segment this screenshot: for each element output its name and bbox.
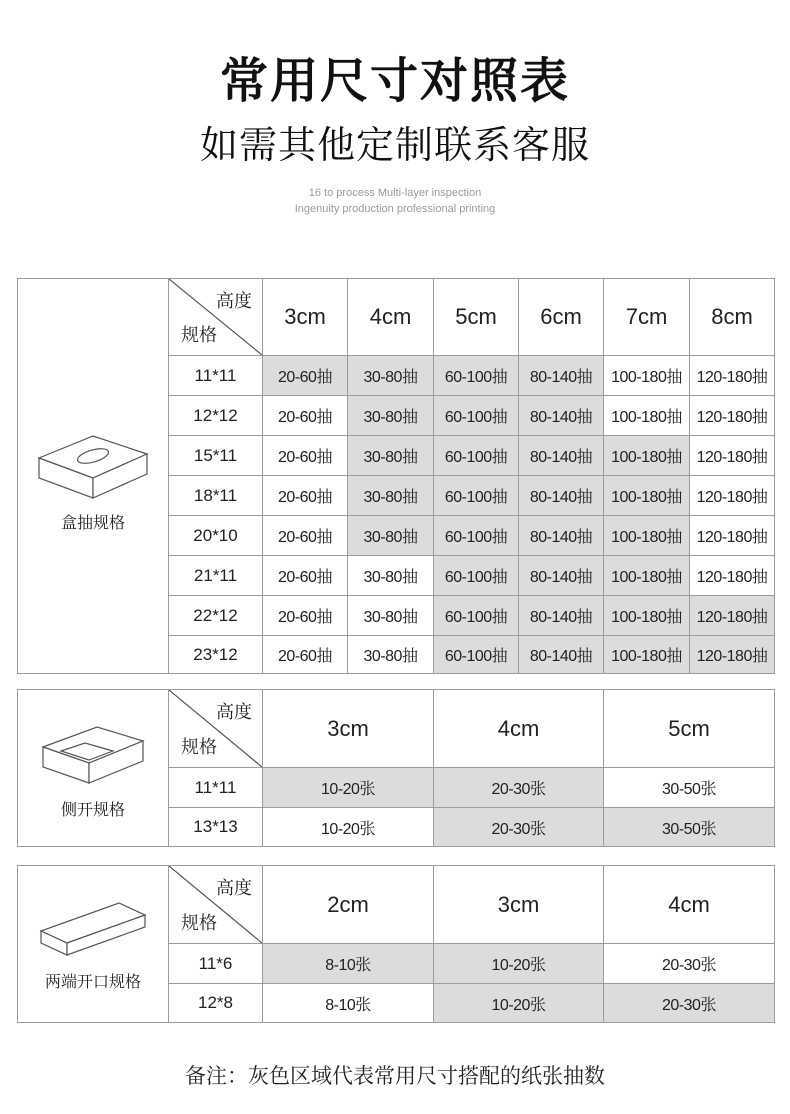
value-cell: 60-100抽 bbox=[434, 596, 519, 636]
side-spec-table bbox=[17, 689, 775, 847]
height-header: 7cm bbox=[604, 279, 690, 356]
value-cell: 120-180抽 bbox=[690, 356, 775, 396]
height-header: 2cm bbox=[263, 866, 434, 944]
value-cell: 20-60抽 bbox=[263, 476, 348, 516]
value-cell: 8-10张 bbox=[263, 944, 434, 984]
spec-cell: 20*10 bbox=[169, 516, 263, 556]
value-cell: 20-60抽 bbox=[263, 396, 348, 436]
value-cell: 80-140抽 bbox=[519, 356, 604, 396]
ends-spec-table bbox=[17, 865, 775, 1023]
value-cell: 80-140抽 bbox=[519, 556, 604, 596]
spec-cell: 21*11 bbox=[169, 556, 263, 596]
tissue-box-icon bbox=[35, 420, 151, 500]
height-header: 8cm bbox=[690, 279, 775, 356]
height-header: 5cm bbox=[604, 690, 775, 768]
corner-height-label: 高度 bbox=[216, 878, 252, 899]
value-cell: 60-100抽 bbox=[434, 436, 519, 476]
value-cell: 20-60抽 bbox=[263, 436, 348, 476]
value-cell: 30-80抽 bbox=[348, 436, 434, 476]
height-header: 4cm bbox=[348, 279, 434, 356]
value-cell: 100-180抽 bbox=[604, 516, 690, 556]
value-cell: 100-180抽 bbox=[604, 556, 690, 596]
value-cell: 30-80抽 bbox=[348, 516, 434, 556]
value-cell: 30-80抽 bbox=[348, 596, 434, 636]
spec-cell: 11*11 bbox=[169, 356, 263, 396]
ends-category-label: 两端开口规格 bbox=[44, 971, 141, 991]
english-tagline-2: Ingenuity production professional printing bbox=[294, 203, 496, 215]
height-header: 3cm bbox=[263, 279, 348, 356]
value-cell: 20-60抽 bbox=[263, 516, 348, 556]
corner-spec-label: 规格 bbox=[181, 737, 217, 758]
value-cell: 30-80抽 bbox=[348, 356, 434, 396]
height-header: 3cm bbox=[434, 866, 604, 944]
value-cell: 60-100抽 bbox=[434, 556, 519, 596]
value-cell: 120-180抽 bbox=[690, 516, 775, 556]
value-cell: 20-60抽 bbox=[263, 556, 348, 596]
footer-note: 备注：灰色区域代表常用尺寸搭配的纸张抽数 bbox=[185, 1064, 605, 1088]
page-subtitle: 如需其他定制联系客服 bbox=[199, 123, 590, 167]
value-cell: 30-80抽 bbox=[348, 636, 434, 674]
height-header: 3cm bbox=[263, 690, 434, 768]
spec-cell: 13*13 bbox=[169, 808, 263, 847]
value-cell: 100-180抽 bbox=[604, 356, 690, 396]
height-header: 4cm bbox=[434, 690, 604, 768]
value-cell: 20-60抽 bbox=[263, 356, 348, 396]
corner-height-label: 高度 bbox=[216, 291, 252, 312]
value-cell: 80-140抽 bbox=[519, 396, 604, 436]
value-cell: 80-140抽 bbox=[519, 476, 604, 516]
corner-header bbox=[169, 279, 263, 356]
value-cell: 30-50张 bbox=[604, 808, 775, 847]
value-cell: 8-10张 bbox=[263, 984, 434, 1023]
value-cell: 120-180抽 bbox=[690, 436, 775, 476]
page-title: 常用尺寸对照表 bbox=[219, 53, 570, 109]
value-cell: 120-180抽 bbox=[690, 636, 775, 674]
height-header: 4cm bbox=[604, 866, 775, 944]
box-category-cell bbox=[18, 279, 169, 674]
value-cell: 30-80抽 bbox=[348, 476, 434, 516]
value-cell: 30-80抽 bbox=[348, 396, 434, 436]
value-cell: 10-20张 bbox=[263, 808, 434, 847]
value-cell: 10-20张 bbox=[434, 944, 604, 984]
value-cell: 20-60抽 bbox=[263, 596, 348, 636]
value-cell: 30-80抽 bbox=[348, 556, 434, 596]
value-cell: 80-140抽 bbox=[519, 516, 604, 556]
value-cell: 80-140抽 bbox=[519, 636, 604, 674]
value-cell: 20-60抽 bbox=[263, 636, 348, 674]
spec-cell: 15*11 bbox=[169, 436, 263, 476]
corner-spec-label: 规格 bbox=[181, 913, 217, 934]
value-cell: 60-100抽 bbox=[434, 396, 519, 436]
value-cell: 10-20张 bbox=[263, 768, 434, 808]
value-cell: 100-180抽 bbox=[604, 476, 690, 516]
value-cell: 120-180抽 bbox=[690, 476, 775, 516]
spec-cell: 18*11 bbox=[169, 476, 263, 516]
value-cell: 120-180抽 bbox=[690, 396, 775, 436]
value-cell: 60-100抽 bbox=[434, 476, 519, 516]
value-cell: 60-100抽 bbox=[434, 516, 519, 556]
value-cell: 20-30张 bbox=[604, 944, 775, 984]
value-cell: 100-180抽 bbox=[604, 396, 690, 436]
corner-spec-label: 规格 bbox=[181, 325, 217, 346]
value-cell: 120-180抽 bbox=[690, 596, 775, 636]
spec-cell: 23*12 bbox=[169, 636, 263, 674]
spec-cell: 22*12 bbox=[169, 596, 263, 636]
value-cell: 10-20张 bbox=[434, 984, 604, 1023]
side-open-box-icon bbox=[39, 717, 147, 787]
side-category-label: 侧开规格 bbox=[60, 799, 125, 819]
flat-box-icon bbox=[37, 897, 149, 959]
value-cell: 100-180抽 bbox=[604, 436, 690, 476]
value-cell: 60-100抽 bbox=[434, 636, 519, 674]
value-cell: 80-140抽 bbox=[519, 436, 604, 476]
spec-cell: 12*12 bbox=[169, 396, 263, 436]
side-category-cell bbox=[18, 690, 169, 847]
english-tagline-1: 16 to process Multi-layer inspection bbox=[308, 187, 482, 199]
value-cell: 120-180抽 bbox=[690, 556, 775, 596]
value-cell: 100-180抽 bbox=[604, 596, 690, 636]
corner-header bbox=[169, 866, 263, 944]
height-header: 6cm bbox=[519, 279, 604, 356]
value-cell: 30-50张 bbox=[604, 768, 775, 808]
corner-height-label: 高度 bbox=[216, 702, 252, 723]
value-cell: 20-30张 bbox=[434, 808, 604, 847]
spec-cell: 11*6 bbox=[169, 944, 263, 984]
ends-category-cell bbox=[18, 866, 169, 1023]
box-category-label: 盒抽规格 bbox=[60, 512, 125, 532]
value-cell: 80-140抽 bbox=[519, 596, 604, 636]
value-cell: 20-30张 bbox=[434, 768, 604, 808]
box-spec-table bbox=[17, 278, 775, 674]
spec-cell: 11*11 bbox=[169, 768, 263, 808]
value-cell: 20-30张 bbox=[604, 984, 775, 1023]
spec-cell: 12*8 bbox=[169, 984, 263, 1023]
corner-header bbox=[169, 690, 263, 768]
value-cell: 100-180抽 bbox=[604, 636, 690, 674]
height-header: 5cm bbox=[434, 279, 519, 356]
value-cell: 60-100抽 bbox=[434, 356, 519, 396]
